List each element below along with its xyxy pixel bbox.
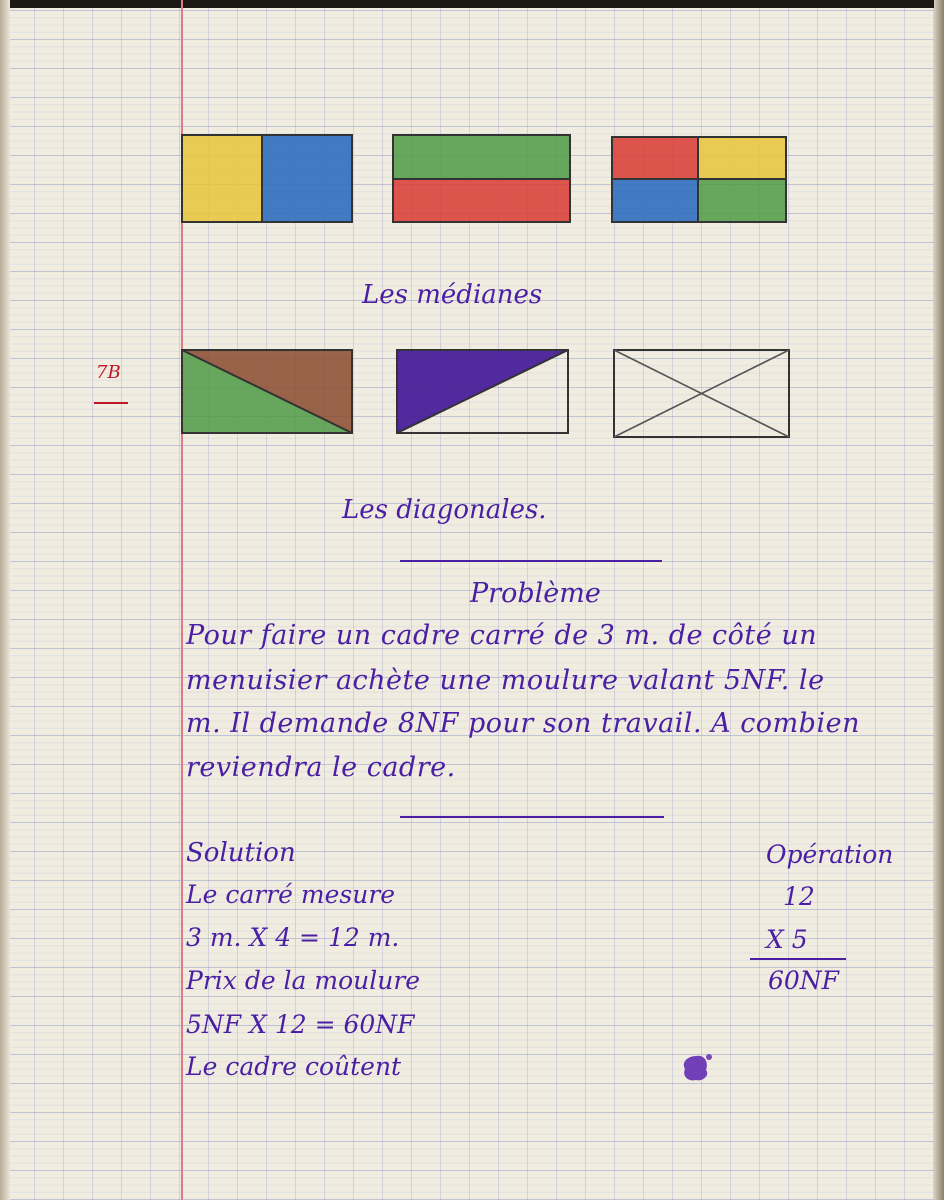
solution-line-4: 5NF X 12 = 60NF bbox=[186, 1010, 415, 1039]
solution-line-3: Prix de la moulure bbox=[186, 966, 421, 995]
medians-heading: Les médianes bbox=[362, 280, 543, 310]
operation-operand: 12 bbox=[783, 882, 815, 911]
diagonal-split-rectangle bbox=[182, 350, 352, 433]
operation-multiplier: X 5 bbox=[766, 925, 808, 954]
page-right-edge bbox=[934, 0, 944, 1200]
diagonal-figures bbox=[170, 340, 810, 450]
vertical-median-rectangle bbox=[182, 135, 352, 222]
operation-result-rule bbox=[750, 958, 846, 960]
solution-title: Solution bbox=[186, 838, 296, 868]
both-medians-rectangle bbox=[612, 137, 786, 222]
margin-note: 7B bbox=[96, 362, 121, 383]
problem-line-4: reviendra le cadre. bbox=[186, 752, 456, 783]
ink-blot bbox=[676, 1048, 716, 1088]
solution-line-5: Le cadre coûtent bbox=[186, 1052, 402, 1081]
problem-line-1: Pour faire un cadre carré de 3 m. de côté un bbox=[186, 620, 818, 651]
operation-result: 60NF bbox=[768, 966, 840, 995]
horizontal-median-rectangle bbox=[393, 135, 570, 222]
solution-line-1: Le carré mesure bbox=[186, 880, 396, 909]
solution-top-rule bbox=[400, 816, 664, 818]
problem-top-rule bbox=[400, 560, 662, 562]
solution-line-2: 3 m. X 4 = 12 m. bbox=[186, 923, 400, 952]
problem-line-2: menuisier achète une moulure valant 5NF. le bbox=[186, 665, 825, 696]
problem-title: Problème bbox=[470, 578, 601, 609]
diagonal-triangle-rectangle bbox=[397, 350, 568, 433]
margin-note-underline bbox=[94, 402, 128, 404]
page-top-edge bbox=[0, 0, 944, 8]
operation-title: Opération bbox=[766, 840, 894, 869]
median-figures bbox=[170, 125, 810, 235]
crossed-diagonals-rectangle bbox=[614, 350, 789, 437]
page-left-edge bbox=[0, 0, 10, 1200]
diagonals-heading: Les diagonales. bbox=[342, 495, 547, 525]
problem-line-3: m. Il demande 8NF pour son travail. A combien bbox=[186, 708, 860, 739]
